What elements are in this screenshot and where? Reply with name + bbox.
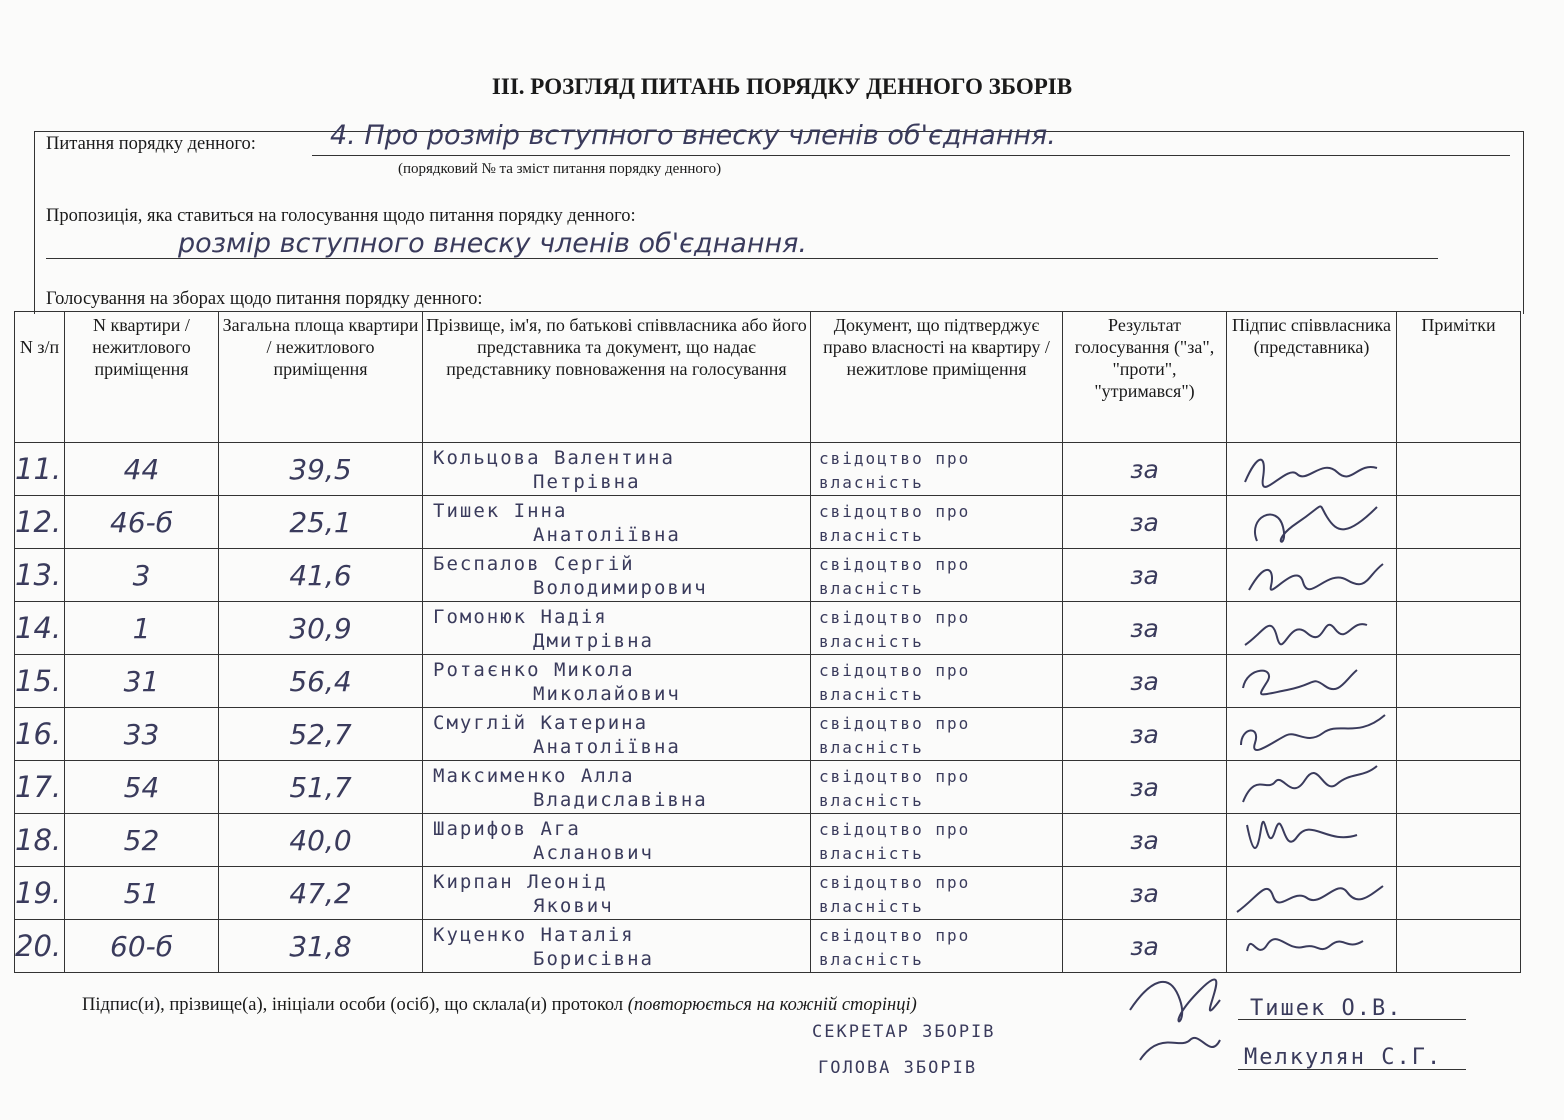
proposal-value: розмір вступного внеску членів об'єднання. xyxy=(178,228,807,259)
signature-mark xyxy=(1227,603,1395,653)
agenda-value: 4. Про розмір вступного внеску членів об'єднання. xyxy=(330,120,1056,151)
row-notes xyxy=(1397,814,1521,867)
row-area: 41,6 xyxy=(219,549,423,602)
row-signature xyxy=(1227,867,1397,920)
table-row xyxy=(15,549,1521,602)
owner-name-line1: Гомонюк Надія xyxy=(433,606,608,628)
row-area: 56,4 xyxy=(219,655,423,708)
header-notes: Примітки xyxy=(1397,312,1521,443)
owner-name-line2: Владиславівна xyxy=(533,789,708,811)
row-document xyxy=(811,708,1063,761)
row-owner xyxy=(423,761,811,814)
owner-name-line2: Дмитрівна xyxy=(533,630,654,652)
row-num: 17. xyxy=(15,761,65,814)
row-document xyxy=(811,496,1063,549)
table-header-row xyxy=(15,312,1521,443)
row-apartment: 52 xyxy=(65,814,219,867)
signature-mark xyxy=(1227,709,1395,759)
row-signature xyxy=(1227,549,1397,602)
proposal-label: Пропозиція, яка ставиться на голосування щодо питання порядку денного: xyxy=(46,206,636,226)
row-apartment: 1 xyxy=(65,602,219,655)
row-area: 51,7 xyxy=(219,761,423,814)
header-result: Результат голосування ("за", "проти", "утримався") xyxy=(1063,312,1227,443)
document-line2: власність xyxy=(819,738,924,757)
agenda-hint: (порядковий № та зміст питання порядку денного) xyxy=(398,161,722,177)
row-owner xyxy=(423,602,811,655)
signature-mark xyxy=(1227,656,1395,706)
row-num: 15. xyxy=(15,655,65,708)
row-signature xyxy=(1227,496,1397,549)
row-num: 18. xyxy=(15,814,65,867)
row-document xyxy=(811,655,1063,708)
row-owner xyxy=(423,549,811,602)
row-notes xyxy=(1397,496,1521,549)
row-result: за xyxy=(1063,655,1227,708)
row-apartment: 31 xyxy=(65,655,219,708)
row-signature xyxy=(1227,655,1397,708)
footer-note: (повторюється на кожній сторінці) xyxy=(627,995,917,1015)
row-num: 13. xyxy=(15,549,65,602)
owner-name-line2: Анатоліївна xyxy=(533,524,681,546)
row-owner xyxy=(423,920,811,973)
signature-mark xyxy=(1227,921,1395,971)
row-apartment: 60-б xyxy=(65,920,219,973)
row-signature xyxy=(1227,602,1397,655)
document-line1: свідоцтво про xyxy=(819,926,971,945)
row-area: 25,1 xyxy=(219,496,423,549)
row-owner xyxy=(423,867,811,920)
table-row xyxy=(15,867,1521,920)
row-signature xyxy=(1227,708,1397,761)
row-apartment: 51 xyxy=(65,867,219,920)
row-area: 31,8 xyxy=(219,920,423,973)
document-line1: свідоцтво про xyxy=(819,502,971,521)
document-line2: власність xyxy=(819,579,924,598)
row-area: 39,5 xyxy=(219,443,423,496)
document-line2: власність xyxy=(819,844,924,863)
row-apartment: 54 xyxy=(65,761,219,814)
row-owner xyxy=(423,496,811,549)
row-owner xyxy=(423,443,811,496)
agenda-label: Питання порядку денного: xyxy=(46,134,256,154)
row-num: 16. xyxy=(15,708,65,761)
document-line2: власність xyxy=(819,632,924,651)
row-apartment: 46-б xyxy=(65,496,219,549)
row-area: 40,0 xyxy=(219,814,423,867)
document-line1: свідоцтво про xyxy=(819,714,971,733)
owner-name-line2: Анатоліївна xyxy=(533,736,681,758)
row-signature xyxy=(1227,920,1397,973)
agenda-line xyxy=(312,155,1510,156)
row-document xyxy=(811,602,1063,655)
table-row xyxy=(15,655,1521,708)
signature-mark xyxy=(1227,497,1395,547)
row-signature xyxy=(1227,761,1397,814)
row-signature xyxy=(1227,443,1397,496)
row-document xyxy=(811,814,1063,867)
document-line1: свідоцтво про xyxy=(819,661,971,680)
document-line1: свідоцтво про xyxy=(819,820,971,839)
footer-caption xyxy=(82,995,917,1016)
row-owner xyxy=(423,814,811,867)
proposal-line xyxy=(46,258,1438,259)
table-row xyxy=(15,496,1521,549)
table-row xyxy=(15,814,1521,867)
owner-name-line1: Шарифов Ага xyxy=(433,818,581,840)
table-row xyxy=(15,708,1521,761)
row-area: 30,9 xyxy=(219,602,423,655)
owner-name-line2: Асланович xyxy=(533,842,654,864)
owner-name-line2: Якович xyxy=(533,895,614,917)
document-line1: свідоцтво про xyxy=(819,449,971,468)
row-owner xyxy=(423,655,811,708)
document-line2: власність xyxy=(819,685,924,704)
row-document xyxy=(811,761,1063,814)
owner-name-line2: Володимирович xyxy=(533,577,708,599)
document-line2: власність xyxy=(819,473,924,492)
owner-name-line1: Тишек Інна xyxy=(433,500,568,522)
row-notes xyxy=(1397,655,1521,708)
signature-mark xyxy=(1227,550,1395,600)
owner-name-line2: Борисівна xyxy=(533,948,654,970)
chair-name: Мелкулян С.Г. xyxy=(1244,1045,1443,1070)
document-line1: свідоцтво про xyxy=(819,767,971,786)
row-notes xyxy=(1397,549,1521,602)
owner-name-line2: Петрівна xyxy=(533,471,641,493)
row-area: 52,7 xyxy=(219,708,423,761)
row-apartment: 3 xyxy=(65,549,219,602)
row-result: за xyxy=(1063,708,1227,761)
owner-name-line1: Кольцова Валентина xyxy=(433,447,675,469)
row-signature xyxy=(1227,814,1397,867)
header-document: Документ, що підтверджує право власності на квартиру / нежитлове приміщення xyxy=(811,312,1063,443)
signature-mark xyxy=(1227,444,1395,494)
row-num: 20. xyxy=(15,920,65,973)
secretary-role: СЕКРЕТАР ЗБОРІВ xyxy=(812,1022,996,1042)
voting-label: Голосування на зборах щодо питання порядку денного: xyxy=(46,289,483,309)
owner-name-line1: Куценко Наталія xyxy=(433,924,635,946)
owner-name-line1: Ротаєнко Микола xyxy=(433,659,635,681)
row-notes xyxy=(1397,602,1521,655)
owner-name-line1: Кирпан Леонід xyxy=(433,871,608,893)
row-result: за xyxy=(1063,920,1227,973)
secretary-name: Тишек О.В. xyxy=(1250,996,1403,1021)
owner-name-line1: Беспалов Сергій xyxy=(433,553,635,575)
document-line2: власність xyxy=(819,897,924,916)
chair-role: ГОЛОВА ЗБОРІВ xyxy=(818,1058,978,1078)
owner-name-line1: Смуглій Катерина xyxy=(433,712,649,734)
row-num: 12. xyxy=(15,496,65,549)
row-result: за xyxy=(1063,761,1227,814)
secretary-signature xyxy=(1120,960,1230,1080)
row-result: за xyxy=(1063,814,1227,867)
row-result: за xyxy=(1063,496,1227,549)
voting-table xyxy=(14,311,1521,973)
header-signature: Підпис співвласника (представника) xyxy=(1227,312,1397,443)
row-notes xyxy=(1397,920,1521,973)
header-owner: Прізвище, ім'я, по батькові співвласника або його представника та документ, що надає представнику повноваження на голосування xyxy=(423,312,811,443)
row-document xyxy=(811,443,1063,496)
table-row xyxy=(15,443,1521,496)
row-apartment: 44 xyxy=(65,443,219,496)
table-row xyxy=(15,920,1521,973)
row-num: 11. xyxy=(15,443,65,496)
row-apartment: 33 xyxy=(65,708,219,761)
row-result: за xyxy=(1063,443,1227,496)
signature-mark xyxy=(1227,815,1395,865)
footer-text: Підпис(и), прізвище(а), ініціали особи (осіб), що склала(и) протокол xyxy=(82,995,624,1015)
header-num: N з/п xyxy=(15,312,65,443)
owner-name-line1: Максименко Алла xyxy=(433,765,635,787)
row-owner xyxy=(423,708,811,761)
header-area: Загальна площа квартири / нежитлового приміщення xyxy=(219,312,423,443)
row-notes xyxy=(1397,708,1521,761)
document-line2: власність xyxy=(819,526,924,545)
document-line2: власність xyxy=(819,950,924,969)
row-num: 19. xyxy=(15,867,65,920)
row-result: за xyxy=(1063,549,1227,602)
signature-mark xyxy=(1227,868,1395,918)
row-num: 14. xyxy=(15,602,65,655)
header-apartment: N квартири / нежитлового приміщення xyxy=(65,312,219,443)
row-notes xyxy=(1397,867,1521,920)
table-row xyxy=(15,761,1521,814)
row-notes xyxy=(1397,443,1521,496)
signature-mark xyxy=(1227,762,1395,812)
owner-name-line2: Миколайович xyxy=(533,683,681,705)
row-result: за xyxy=(1063,602,1227,655)
table-row xyxy=(15,602,1521,655)
document-line2: власність xyxy=(819,791,924,810)
row-document xyxy=(811,867,1063,920)
row-document xyxy=(811,920,1063,973)
row-result: за xyxy=(1063,867,1227,920)
document-line1: свідоцтво про xyxy=(819,873,971,892)
row-notes xyxy=(1397,761,1521,814)
row-document xyxy=(811,549,1063,602)
page-title: ІІІ. РОЗГЛЯД ПИТАНЬ ПОРЯДКУ ДЕННОГО ЗБОРІВ xyxy=(491,74,1073,99)
row-area: 47,2 xyxy=(219,867,423,920)
document-line1: свідоцтво про xyxy=(819,555,971,574)
document-line1: свідоцтво про xyxy=(819,608,971,627)
